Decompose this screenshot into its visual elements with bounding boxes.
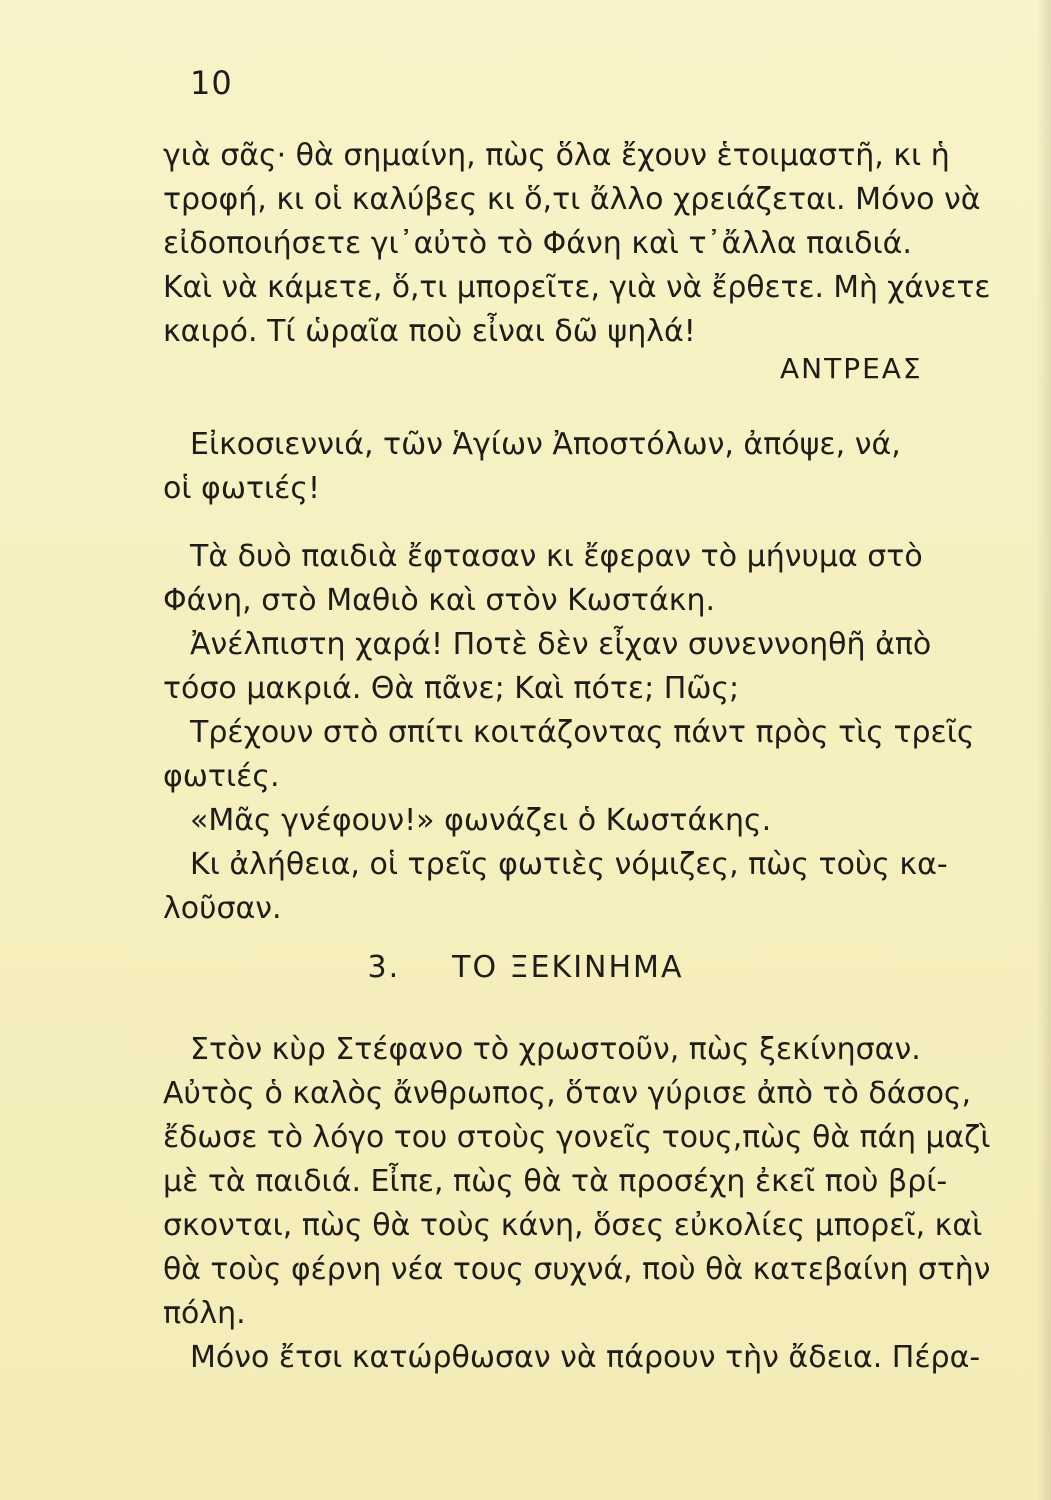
text-line: μὲ τὰ παιδιά. Εἶπε, πὼς θὰ τὰ προσέχη ἐκεῖ ποὺ βρί- (163, 1164, 948, 1199)
text-line: Στὸν κὺρ Στέφανο τὸ χρωστοῦν, πὼς ξεκίνησαν. (190, 1032, 921, 1067)
text-line: τροφή, κι οἱ καλύβες κι ὅ,τι ἄλλο χρειάζεται. Μόνο νὰ (163, 182, 981, 217)
text-line: θὰ τοὺς φέρνη νέα τους συχνά, ποὺ θὰ κατεβαίνη στὴν (163, 1252, 991, 1287)
text-line: σκονται, πὼς θὰ τοὺς κάνη, ὅσες εὐκολίες μπορεῖ, καὶ (163, 1208, 983, 1243)
text-line: Τὰ δυὸ παιδιὰ ἔφτασαν κι ἔφεραν τὸ μήνυμα στὸ (190, 539, 923, 574)
text-line: Καὶ νὰ κάμετε, ὅ,τι μπορεῖτε, γιὰ νὰ ἔρθετε. Μὴ χάνετε (163, 270, 991, 305)
text-line: οἱ φωτιές! (163, 471, 321, 506)
text-line: Εἰκοσιεννιά, τῶν Ἁγίων Ἀποστόλων, ἀπόψε, νά, (190, 427, 901, 462)
page-number: 10 (190, 64, 233, 102)
letter-signature: ΑΝΤΡΕΑΣ (780, 352, 923, 385)
text-line: τόσο μακριά. Θὰ πᾶνε; Καὶ πότε; Πῶς; (163, 671, 740, 706)
page-edge-shadow (1037, 0, 1051, 1500)
text-line: εἰδοποιήσετε γι᾽αὐτὸ τὸ Φάνη καὶ τ᾽ἄλλα παιδιά. (163, 226, 912, 261)
text-line: γιὰ σᾶς· θὰ σημαίνη, πὼς ὅλα ἔχουν ἑτοιμαστῆ, κι ἡ (163, 138, 950, 173)
text-line: πόλη. (163, 1296, 246, 1331)
section-number: 3. (367, 950, 401, 985)
text-line: φωτιές. (163, 759, 280, 794)
text-line: «Μᾶς γνέφουν!» φωνάζει ὁ Κωστάκης. (190, 803, 772, 838)
text-line: λοῦσαν. (163, 891, 282, 926)
text-line: Αὐτὸς ὁ καλὸς ἄνθρωπος, ὅταν γύρισε ἀπὸ τὸ δάσος, (163, 1076, 972, 1111)
text-line: Φάνη, στὸ Μαθιὸ καὶ στὸν Κωστάκη. (163, 583, 715, 618)
text-line: Μόνο ἔτσι κατώρθωσαν νὰ πάρουν τὴν ἄδεια. Πέρα- (190, 1340, 981, 1375)
text-line: ἔδωσε τὸ λόγο του στοὺς γονεῖς τους,πὼς θὰ πάη μαζὶ (163, 1120, 991, 1155)
text-line: Κι ἀλήθεια, οἱ τρεῖς φωτιὲς νόμιζες, πὼς τοὺς κα- (190, 847, 948, 882)
text-line: Τρέχουν στὸ σπίτι κοιτάζοντας πάντ πρὸς τὶς τρεῖς (190, 715, 975, 750)
section-heading (0, 950, 1051, 985)
text-line: καιρό. Τί ὡραῖα ποὺ εἶναι δῶ ψηλά! (163, 314, 696, 349)
text-line: Ἀνέλπιστη χαρά! Ποτὲ δὲν εἶχαν συνεννοηθῆ ἀπὸ (190, 627, 932, 662)
section-title: ΤΟ ΞΕΚΙΝΗΜΑ (452, 950, 684, 985)
